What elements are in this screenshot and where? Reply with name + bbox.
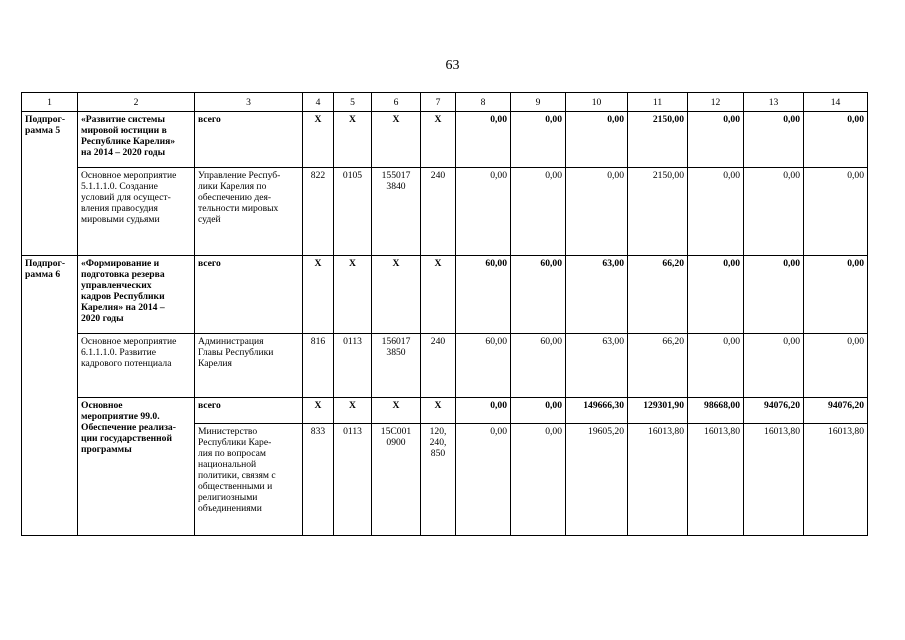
activity-name: Основное мероприятие 6.1.1.1.0. Развитие кадрового потенциала [78,334,195,398]
value-cell: 0,00 [688,256,744,334]
code-cell: X [421,256,456,334]
value-cell: 0,00 [511,398,566,424]
column-number-row [22,93,868,112]
value-cell: 16013,80 [628,424,688,536]
value-cell: 60,00 [511,334,566,398]
value-cell: 16013,80 [804,424,868,536]
column-number: 12 [688,93,744,112]
column-number: 2 [78,93,195,112]
value-cell: 0,00 [456,168,511,256]
code-cell: X [372,256,421,334]
value-cell: 60,00 [456,334,511,398]
code-cell: 120, 240, 850 [421,424,456,536]
code-cell: 0105 [334,168,372,256]
column-number: 11 [628,93,688,112]
subprogram-title: «Формирование и подготовка резерва управленческих кадров Республики Карелия» на 2014 – 2020 годы [78,256,195,334]
value-cell: 66,20 [628,256,688,334]
code-cell: 0113 [334,424,372,536]
responsible-cell: всего [195,112,303,168]
code-cell: X [421,112,456,168]
value-cell: 0,00 [511,112,566,168]
value-cell: 0,00 [744,334,804,398]
column-number: 7 [421,93,456,112]
value-cell: 66,20 [628,334,688,398]
code-cell: X [334,398,372,424]
code-cell: 822 [303,168,334,256]
value-cell: 0,00 [511,168,566,256]
value-cell: 0,00 [688,112,744,168]
code-cell: X [303,112,334,168]
value-cell: 60,00 [511,256,566,334]
value-cell: 0,00 [744,112,804,168]
code-cell: 833 [303,424,334,536]
value-cell: 0,00 [744,168,804,256]
column-number: 9 [511,93,566,112]
value-cell: 0,00 [566,112,628,168]
value-cell: 94076,20 [744,398,804,424]
code-cell: 240 [421,334,456,398]
subprogram-label: Подпрог- рамма 5 [22,112,78,256]
subprogram-label: Подпрог- рамма 6 [22,256,78,536]
column-number: 6 [372,93,421,112]
column-number: 1 [22,93,78,112]
responsible-cell: всего [195,398,303,424]
value-cell: 63,00 [566,334,628,398]
code-cell: X [334,256,372,334]
code-cell: X [421,398,456,424]
subprogram-6-activity-row [22,334,868,398]
column-number: 4 [303,93,334,112]
code-cell: 15С001 0900 [372,424,421,536]
subprogram-title: «Развитие системы мировой юстиции в Республике Карелия» на 2014 – 2020 годы [78,112,195,168]
subprogram-5-total-row [22,112,868,168]
code-cell: X [372,398,421,424]
code-cell: X [303,398,334,424]
code-cell: 155017 3840 [372,168,421,256]
budget-table [21,92,868,536]
value-cell: 0,00 [456,112,511,168]
page-number: 63 [445,58,460,73]
code-cell: X [303,256,334,334]
column-number: 5 [334,93,372,112]
value-cell: 16013,80 [744,424,804,536]
column-number: 10 [566,93,628,112]
column-number: 8 [456,93,511,112]
responsible-cell: Администрация Главы Республики Карелия [195,334,303,398]
subprogram-6-total-row [22,256,868,334]
main-activity-title: Основное мероприятие 99.0. Обеспечение реализа- ции государственной программы [78,398,195,536]
responsible-cell: Управление Респуб- лики Карелия по обеспечению дея- тельности мировых судей [195,168,303,256]
value-cell: 16013,80 [688,424,744,536]
column-number: 14 [804,93,868,112]
value-cell: 0,00 [804,112,868,168]
value-cell: 0,00 [804,334,868,398]
value-cell: 60,00 [456,256,511,334]
value-cell: 2150,00 [628,168,688,256]
code-cell: 156017 3850 [372,334,421,398]
value-cell: 0,00 [511,424,566,536]
value-cell: 19605,20 [566,424,628,536]
main-activity-99-total-row [22,398,868,424]
responsible-cell: Министерство Республики Каре- лия по вопросам национальной политики, связям с общественными и религиозными объединениями [195,424,303,536]
value-cell: 0,00 [456,398,511,424]
subprogram-5-activity-row [22,168,868,256]
value-cell: 0,00 [804,256,868,334]
value-cell: 2150,00 [628,112,688,168]
value-cell: 0,00 [744,256,804,334]
value-cell: 94076,20 [804,398,868,424]
column-number: 13 [744,93,804,112]
value-cell: 0,00 [566,168,628,256]
column-number: 3 [195,93,303,112]
value-cell: 0,00 [688,334,744,398]
code-cell: X [334,112,372,168]
value-cell: 98668,00 [688,398,744,424]
value-cell: 149666,30 [566,398,628,424]
value-cell: 0,00 [804,168,868,256]
code-cell: X [372,112,421,168]
value-cell: 63,00 [566,256,628,334]
code-cell: 0113 [334,334,372,398]
code-cell: 816 [303,334,334,398]
value-cell: 129301,90 [628,398,688,424]
value-cell: 0,00 [688,168,744,256]
value-cell: 0,00 [456,424,511,536]
code-cell: 240 [421,168,456,256]
activity-name: Основное мероприятие 5.1.1.1.0. Создание условий для осущест- вления правосудия мировыми судьями [78,168,195,256]
responsible-cell: всего [195,256,303,334]
